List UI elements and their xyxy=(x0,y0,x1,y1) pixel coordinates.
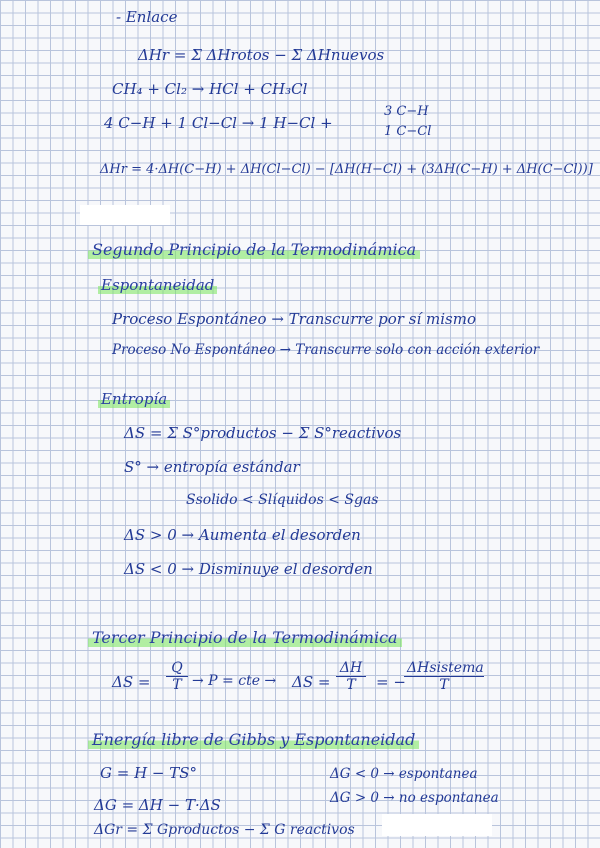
tercer-arrow-p-cte: → P = cte → xyxy=(192,673,277,689)
gibbs-delta-g-reaccion: ΔGr = Σ Gproductos − Σ G reactivos xyxy=(94,822,355,838)
proceso-no-espontaneo: Proceso No Espontáneo → Transcurre solo con acción exterior xyxy=(112,342,540,358)
fraction-dh-over-t xyxy=(336,660,366,693)
tercer-delta-s-a: ΔS = xyxy=(112,673,151,691)
gibbs-condition-negative: ΔG < 0 → espontanea xyxy=(330,766,478,782)
fraction-t-3: T xyxy=(439,677,449,693)
entropia-orden-fases: Ssolido < Slíquidos < Sgas xyxy=(186,492,379,508)
enlace-title: - Enlace xyxy=(116,8,178,26)
fraction-dhsistema: ΔHsistema xyxy=(404,660,484,677)
tercer-delta-s-b: ΔS = xyxy=(292,673,331,691)
gibbs-delta-g: ΔG = ΔH − T·ΔS xyxy=(94,796,221,814)
entropia-disminuye: ΔS < 0 → Disminuye el desorden xyxy=(124,560,373,578)
fraction-t-2: T xyxy=(346,677,356,693)
erased-area-2 xyxy=(382,814,492,836)
enlace-formula-4: ΔHr = 4·ΔH(C−H) + ΔH(Cl−Cl) − [ΔH(H−Cl) + (3ΔH(C−H) + ΔH(C−Cl))] xyxy=(100,162,593,177)
fraction-t: T xyxy=(172,677,182,693)
tercer-equals-minus: = − xyxy=(376,673,406,691)
fraction-dhsistema-over-t xyxy=(404,660,484,693)
fraction-q: Q xyxy=(166,660,188,677)
entropia-aumenta: ΔS > 0 → Aumenta el desorden xyxy=(124,526,361,544)
entropia-title: Entropía xyxy=(98,390,170,408)
gibbs-g-definition: G = H − TS° xyxy=(100,764,198,782)
enlace-formula-3-right-bottom: 1 C−Cl xyxy=(384,124,432,139)
fraction-dh: ΔH xyxy=(336,660,366,677)
proceso-espontaneo: Proceso Espontáneo → Transcurre por sí mismo xyxy=(112,310,476,328)
enlace-formula-3-left: 4 C−H + 1 Cl−Cl → 1 H−Cl + xyxy=(104,114,333,132)
fraction-q-over-t xyxy=(166,660,188,693)
entropia-formula: ΔS = Σ S°productos − Σ S°reactivos xyxy=(124,424,402,442)
erased-area xyxy=(80,205,170,225)
tercer-principio-heading: Tercer Principio de la Termodinámica xyxy=(88,628,402,647)
espontaneidad-title: Espontaneidad xyxy=(98,276,217,294)
segundo-principio-heading: Segundo Principio de la Termodinámica xyxy=(88,240,420,259)
gibbs-heading: Energía libre de Gibbs y Espontaneidad xyxy=(88,730,419,749)
enlace-formula-1: ΔHr = Σ ΔHrotos − Σ ΔHnuevos xyxy=(138,46,385,64)
enlace-formula-2: CH₄ + Cl₂ → HCl + CH₃Cl xyxy=(112,80,308,98)
gibbs-condition-positive: ΔG > 0 → no espontanea xyxy=(330,790,499,806)
enlace-formula-3-right-top: 3 C−H xyxy=(384,104,429,119)
entropia-estandar: S° → entropía estándar xyxy=(124,458,300,476)
